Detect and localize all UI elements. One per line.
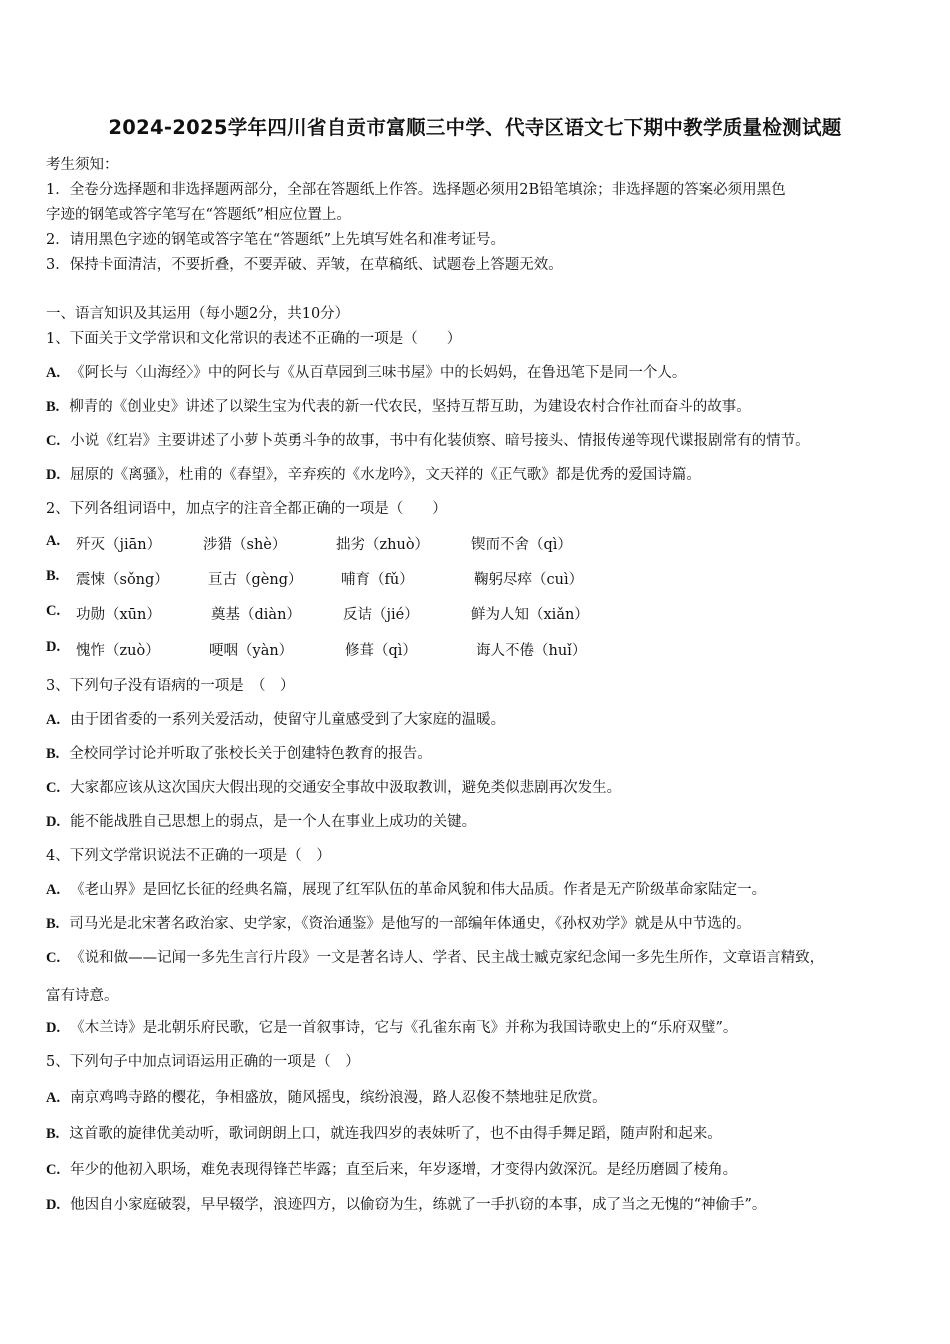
option-label: D. <box>46 1197 61 1213</box>
question-2-option-b <box>46 568 69 585</box>
option-label: A. <box>46 365 61 381</box>
question-2-stem: 2、下列各组词语中，加点字的注音全都正确的一项是（ ） <box>46 501 447 517</box>
option-text: 这首歌的旋律优美动听，歌词朗朗上口，就连我四岁的表妹听了，也不由得手舞足蹈，随声附和起来。 <box>69 1126 722 1142</box>
option-label: B. <box>46 916 60 932</box>
word-item: 哽咽（yàn） <box>209 643 294 659</box>
word-item: 涉猎（shè） <box>203 537 287 553</box>
notice-heading: 考生须知： <box>46 157 119 173</box>
word-item: 亘古（gèng） <box>208 572 303 588</box>
option-label: C. <box>46 1162 61 1178</box>
option-text: 柳青的《创业史》讲述了以梁生宝为代表的新一代农民，坚持互帮互助，为建设农村合作社而奋斗的故事。 <box>69 399 751 415</box>
question-4-stem: 4、下列文学常识说法不正确的一项是（ ） <box>46 848 331 864</box>
question-5-option-c <box>46 1158 737 1179</box>
word-item: 修葺（qì） <box>345 643 417 659</box>
option-label: C. <box>46 780 61 796</box>
option-text: 南京鸡鸣寺路的樱花，争相盛放，随风摇曳，缤纷浪漫，路人忍俊不禁地驻足欣赏。 <box>70 1090 607 1106</box>
section-heading: 一、语言知识及其运用（每小题2分，共10分） <box>46 306 350 322</box>
question-4-option-c <box>46 946 824 967</box>
question-1-option-c <box>46 429 810 450</box>
word-item: 反诘（jié） <box>343 607 419 623</box>
notice-item-2: 2．请用黑色字迹的钢笔或答字笔在“答题纸”上先填写姓名和准考证号。 <box>46 232 506 248</box>
question-4-option-a <box>46 878 766 899</box>
word-item: 哺育（fǔ） <box>341 572 414 588</box>
question-4-option-d <box>46 1016 737 1037</box>
option-text: 全校同学讨论并听取了张校长关于创建特色教育的报告。 <box>69 746 432 762</box>
option-text: 能不能战胜自己思想上的弱点，是一个人在事业上成功的关键。 <box>70 814 477 830</box>
option-text: 《说和做——记闻一多先生言行片段》一文是著名诗人、学者、民主战士臧克家纪念闻一多先生所作，文章语言精致， <box>70 950 825 966</box>
word-item: 歼灭（jiān） <box>76 537 162 553</box>
question-1-option-b <box>46 395 751 416</box>
question-1-option-d <box>46 463 701 484</box>
option-text: 《老山界》是回忆长征的经典名篇，展现了红军队伍的革命风貌和伟大品质。作者是无产阶级革命家陆定一。 <box>70 882 767 898</box>
option-label: D. <box>46 1020 61 1036</box>
question-5-stem: 5、下列句子中加点词语运用正确的一项是（ ） <box>46 1054 360 1070</box>
option-text: 大家都应该从这次国庆大假出现的交通安全事故中汲取教训，避免类似悲剧再次发生。 <box>70 780 622 796</box>
question-2-option-a <box>46 533 70 550</box>
notice-item-3: 3．保持卡面清洁，不要折叠，不要弄破、弄皱，在草稿纸、试题卷上答题无效。 <box>46 257 563 273</box>
option-label: A. <box>46 533 61 549</box>
option-label: B. <box>46 399 60 415</box>
word-item: 鞠躬尽瘁（cuì） <box>474 572 584 588</box>
option-text: 《阿长与〈山海经〉》中的阿长与《从百草园到三味书屋》中的长妈妈，在鲁迅笔下是同一个人。 <box>70 365 687 381</box>
question-5-option-a <box>46 1086 607 1107</box>
word-item: 拙劣（zhuò） <box>336 537 430 553</box>
option-text: 年少的他初入职场，难免表现得锋芒毕露；直至后来，年岁逐增，才变得内敛深沉。是经历磨圆了棱角。 <box>70 1162 738 1178</box>
question-5-option-d <box>46 1193 766 1214</box>
question-3-option-a <box>46 708 505 729</box>
option-label: B. <box>46 568 60 584</box>
question-1-option-a <box>46 361 686 382</box>
question-3-option-c <box>46 776 621 797</box>
option-label: A. <box>46 882 61 898</box>
notice-item-1-cont: 字迹的钢笔或答字笔写在“答题纸”相应位置上。 <box>46 207 351 223</box>
option-text: 《木兰诗》是北朝乐府民歌，它是一首叙事诗，它与《孔雀东南飞》并称为我国诗歌史上的“乐府双璧”。 <box>70 1020 738 1036</box>
word-item: 愧怍（zuò） <box>76 643 160 659</box>
option-text: 由于团省委的一系列关爱活动，使留守儿童感受到了大家庭的温暖。 <box>70 712 506 728</box>
option-label: B. <box>46 746 60 762</box>
question-2-option-c <box>46 603 70 620</box>
question-5-option-b <box>46 1122 722 1143</box>
word-item: 震悚（sǒng） <box>76 572 169 588</box>
option-text: 他因自小家庭破裂，早早辍学，浪迹四方，以偷窃为生，练就了一手扒窃的本事，成了当之无愧的“神偷手”。 <box>70 1197 767 1213</box>
option-label: D. <box>46 814 61 830</box>
option-label: C. <box>46 603 61 619</box>
word-item: 诲人不倦（huǐ） <box>476 643 587 659</box>
option-text: 司马光是北宋著名政治家、史学家，《资治通鉴》是他写的一部编年体通史，《孙权劝学》就是从中节选的。 <box>69 916 751 932</box>
option-label: D. <box>46 639 61 655</box>
question-3-option-d <box>46 810 476 831</box>
word-item: 奠基（diàn） <box>211 607 301 623</box>
option-label: A. <box>46 712 61 728</box>
page-title: 2024-2025学年四川省自贡市富顺三中学、代寺区语文七下期中教学质量检测试题 <box>108 116 842 139</box>
word-item: 功勋（xūn） <box>76 607 161 623</box>
question-4-option-b <box>46 912 751 933</box>
notice-item-1: 1．全卷分选择题和非选择题两部分，全部在答题纸上作答。选择题必须用2B铅笔填涂；非选择题的答案必须用黑色 <box>46 182 786 198</box>
option-text: 屈原的《离骚》，杜甫的《春望》，辛弃疾的《水龙吟》，文天祥的《正气歌》都是优秀的爱国诗篇。 <box>70 467 701 483</box>
option-label: C. <box>46 950 61 966</box>
option-label: B. <box>46 1126 60 1142</box>
word-item: 鲜为人知（xiǎn） <box>471 607 589 623</box>
question-1-stem: 1、下面关于文学常识和文化常识的表述不正确的一项是（ ） <box>46 331 462 347</box>
option-label: C. <box>46 433 61 449</box>
word-item: 锲而不舍（qì） <box>471 537 572 553</box>
question-4-option-c-cont: 富有诗意。 <box>46 988 119 1004</box>
question-3-stem: 3、下列句子没有语病的一项是 （ ） <box>46 678 295 694</box>
question-3-option-b <box>46 742 432 763</box>
question-2-option-d <box>46 639 70 656</box>
option-label: D. <box>46 467 61 483</box>
option-label: A. <box>46 1090 61 1106</box>
option-text: 小说《红岩》主要讲述了小萝卜英勇斗争的故事，书中有化装侦察、暗号接头、情报传递等现代谍报剧常有的情节。 <box>70 433 810 449</box>
